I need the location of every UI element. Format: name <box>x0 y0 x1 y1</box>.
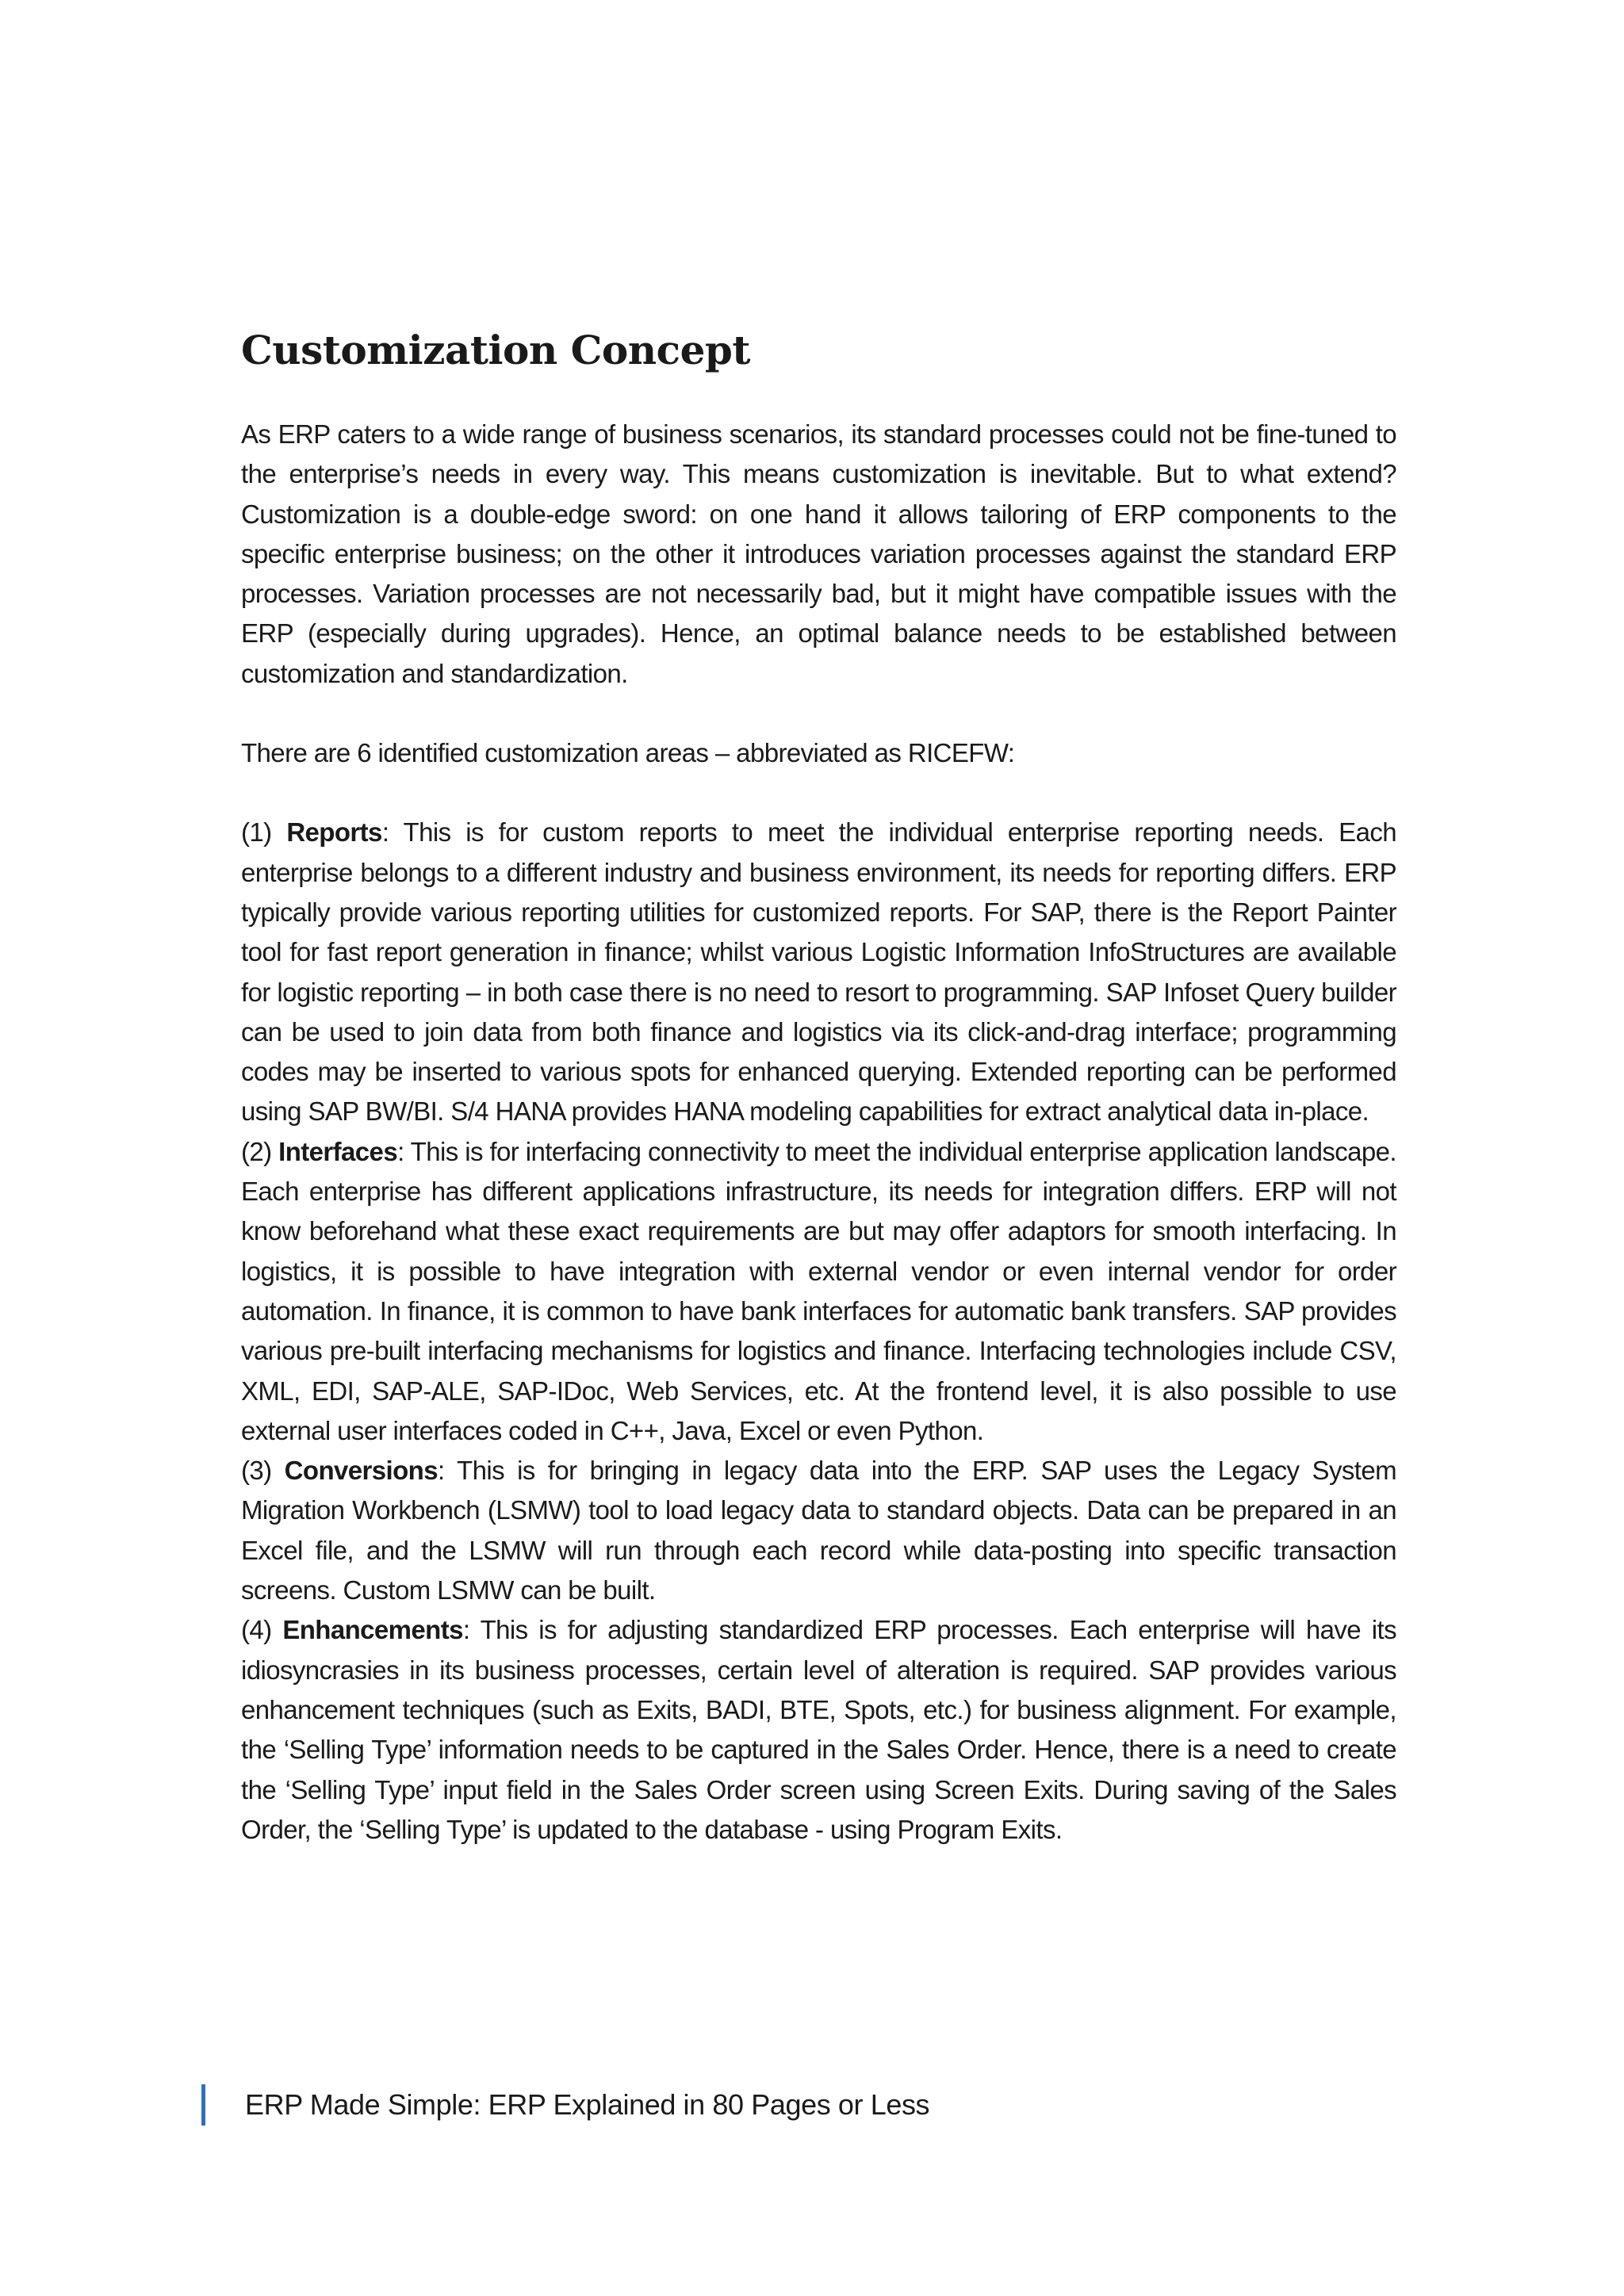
item-interfaces <box>241 1132 1396 1451</box>
item-text: : This is for adjusting standardized ERP processes. Each enterprise will have its idiosyncrasies in its business processes, certain level of alteration is required. SAP provides various enhancement techniques (such as Exits, BADI, BTE, Spots, etc.) for business alignment. For example, the ‘Selling Type’ information needs to be captured in the Sales Order. Hence, there is a need to create the ‘Selling Type’ input field in the Sales Order screen using Screen Exits. During saving of the Sales Order, the ‘Selling Type’ is updated to the database - using Program Exits. <box>241 1615 1396 1844</box>
item-term: Conversions <box>284 1456 438 1486</box>
item-term: Enhancements <box>282 1615 463 1645</box>
item-text: : This is for interfacing connectivity to meet the individual enterprise application landscape. Each enterprise has different applications infrastructure, its needs for integration differs. ERP will not know beforehand what these exact requirements are but may offer adaptors for smooth interfacing. In logistics, it is possible to have integration with external vendor or even internal vendor for order automation. In finance, it is common to have bank interfaces for automatic bank transfers. SAP provides various pre-built interfacing mechanisms for logistics and finance. Interfacing technologies include CSV, XML, EDI, SAP-ALE, SAP-IDoc, Web Services, etc. At the frontend level, it is also possible to use external user interfaces coded in C++, Java, Excel or even Python. <box>241 1136 1396 1445</box>
intro-paragraph: As ERP caters to a wide range of business scenarios, its standard processes could not be fine-tuned to the enterprise’s needs in every way. This means customization is inevitable. But to what extend? Customization is a double-edge sword: on one hand it allows tailoring of ERP components to the specific enterprise business; on the other it introduces variation processes against the standard ERP processes. Variation processes are not necessarily bad, but it might have compatible issues with the ERP (especially during upgrades). Hence, an optimal balance needs to be established between customization and standardization. <box>241 419 1396 688</box>
item-reports <box>241 813 1396 1131</box>
footer-accent-bar <box>201 2084 205 2126</box>
body-text <box>241 415 1396 1850</box>
item-number: (3) <box>241 1456 272 1486</box>
page-title: Customization Concept <box>241 327 750 373</box>
item-number: (4) <box>241 1615 272 1645</box>
page-footer <box>201 2082 929 2128</box>
footer-text: ERP Made Simple: ERP Explained in 80 Pages or Less <box>245 2088 930 2121</box>
areas-intro-paragraph: There are 6 identified customization areas – abbreviated as RICEFW: <box>241 738 1015 768</box>
item-text: : This is for custom reports to meet the individual enterprise reporting needs. Each enterprise belongs to a different industry and business environment, its needs for reporting differs. ERP typically provide various reporting utilities for customized reports. For SAP, there is the Report Painter tool for fast report generation in finance; whilst various Logistic Information InfoStructures are available for logistic reporting – in both case there is no need to resort to programming. SAP Infoset Query builder can be used to join data from both finance and logistics via its click-and-drag interface; programming codes may be inserted to various spots for enhanced querying. Extended reporting can be performed using SAP BW/BI. S/4 HANA provides HANA modeling capabilities for extract analytical data in-place. <box>241 817 1396 1127</box>
item-number: (1) <box>241 817 272 848</box>
item-term: Reports <box>286 817 382 848</box>
item-text: : This is for bringing in legacy data into the ERP. SAP uses the Legacy System Migration Workbench (LSMW) tool to load legacy data to standard objects. Data can be prepared in an Excel file, and the LSMW will run through each record while data-posting into specific transaction screens. Custom LSMW can be built. <box>241 1456 1396 1605</box>
item-term: Interfaces <box>278 1136 398 1166</box>
item-enhancements <box>241 1610 1396 1850</box>
item-number: (2) <box>241 1136 272 1166</box>
item-conversions <box>241 1451 1396 1610</box>
